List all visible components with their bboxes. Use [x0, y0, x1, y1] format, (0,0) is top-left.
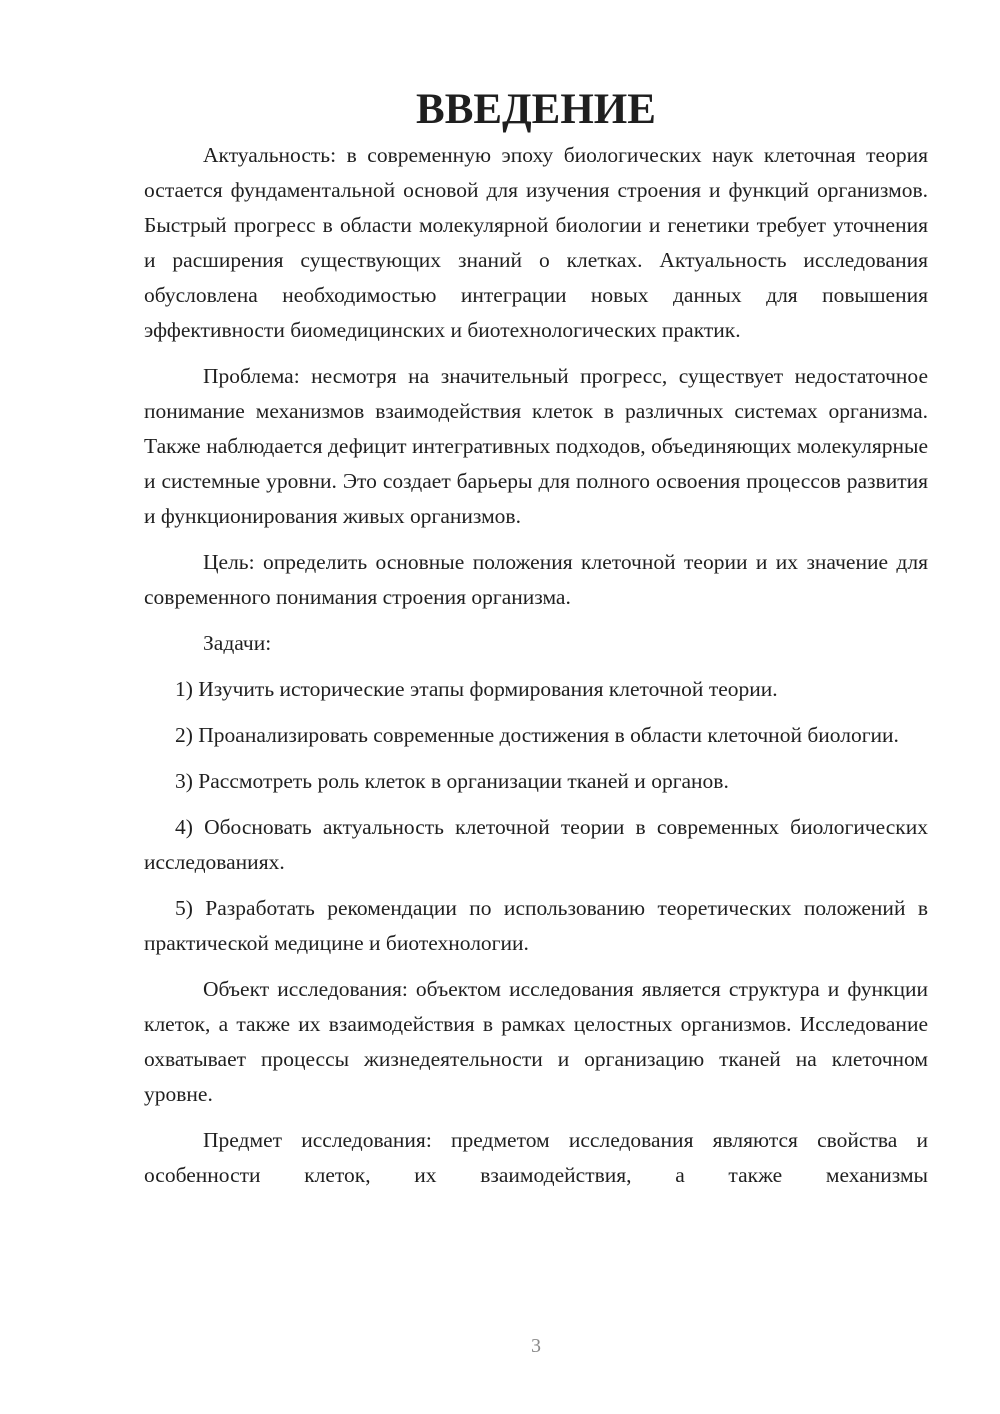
paragraph-problem: Проблема: несмотря на значительный прогресс, существует недостаточное понимание механизмов взаимодействия клеток в различных системах организма. Также наблюдается дефицит интегративных подходов, объединяющих молекулярные и системные уровни. Это создает барьеры для полного освоения процессов развития и функционирования живых организмов.	[144, 364, 928, 528]
task-item-3: 3) Рассмотреть роль клеток в организации тканей и органов.	[175, 769, 729, 793]
page-content	[144, 86, 928, 1193]
paragraph-subject: Предмет исследования: предметом исследования являются свойства и особенности клеток, их взаимодействия, а также механизмы	[144, 1128, 928, 1187]
section-title: ВВЕДЕНИЕ	[416, 86, 656, 133]
task-item-5: 5) Разработать рекомендации по использованию теоретических положений в практической медицине и биотехнологии.	[144, 896, 928, 955]
task-item-2: 2) Проанализировать современные достижения в области клеточной биологии.	[175, 723, 899, 747]
task-item-1: 1) Изучить исторические этапы формирования клеточной теории.	[175, 677, 778, 701]
paragraph-tasks-heading: Задачи:	[203, 631, 272, 655]
task-item-4: 4) Обосновать актуальность клеточной теории в современных биологических исследованиях.	[144, 815, 928, 874]
paragraph-object: Объект исследования: объектом исследования является структура и функции клеток, а также их взаимодействия в рамках целостных организмов. Исследование охватывает процессы жизнедеятельности и организацию тканей на клеточном уровне.	[144, 977, 928, 1106]
paragraph-relevance: Актуальность: в современную эпоху биологических наук клеточная теория остается фундаментальной основой для изучения строения и функций организмов. Быстрый прогресс в области молекулярной биологии и генетики требует уточнения и расширения существующих знаний о клетках. Актуальность исследования обусловлена необходимостью интеграции новых данных для повышения эффективности биомедицинских и биотехнологических практик.	[144, 143, 928, 342]
page-number: 3	[531, 1335, 541, 1357]
paragraph-goal: Цель: определить основные положения клеточной теории и их значение для современного понимания строения организма.	[144, 550, 928, 609]
